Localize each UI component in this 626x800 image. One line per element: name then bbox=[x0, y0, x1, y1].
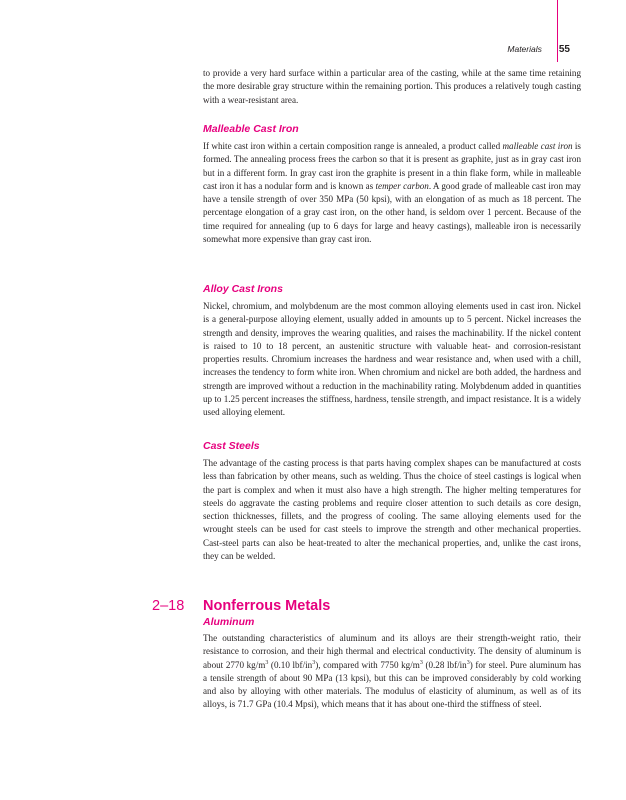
malleable-section bbox=[203, 123, 581, 246]
malleable-text-3: . A good grade of malleable cast iron may have a tensile strength of over 350 MPa (50 kpsi), with an elongation of as much as 18 percent. The percentage elongation of a gray cast iron, on the other hand, is seldom over 1 percent. Because of the time required for annealing (up to 6 days for large and heavy castings), malleable iron is necessarily somewhat more expensive than gray cast iron. bbox=[203, 180, 581, 245]
aluminum-heading: Aluminum bbox=[203, 616, 255, 628]
intro-paragraph-block bbox=[203, 67, 581, 107]
alloy-heading: Alloy Cast Irons bbox=[203, 283, 283, 295]
aluminum-sup-1: 3 bbox=[265, 659, 269, 666]
aluminum-text-1: The outstanding characteristics of aluminum and its alloys are their strength-weight ratio, their resistance to corrosion, and their high thermal and electrical conductivity. The density of aluminum is about 2770 kg/m bbox=[203, 633, 581, 670]
cast-steels-section bbox=[203, 440, 581, 563]
malleable-em-1: malleable cast iron bbox=[502, 141, 573, 151]
intro-paragraph: to provide a very hard surface within a particular area of the casting, while at the same time retaining the more desirable gray structure within the remaining portion. This produces a relatively tough casting with a wear-resistant area. bbox=[203, 68, 581, 105]
malleable-paragraph bbox=[203, 140, 581, 246]
alloy-section bbox=[203, 283, 581, 420]
aluminum-text-3: ), compared with 7750 kg/m bbox=[315, 659, 420, 670]
cast-steels-heading: Cast Steels bbox=[203, 440, 260, 452]
malleable-text-2: is formed. The annealing process frees the carbon so that it is present as graphite, just as in gray cast iron but in a different form. In gray cast iron the graphite is present in a thin flake form, while in malleable cast iron it has a nodular form and is known as bbox=[203, 141, 581, 191]
page-number: 55 bbox=[558, 44, 570, 55]
aluminum-section bbox=[203, 616, 581, 712]
running-header bbox=[507, 44, 570, 55]
chapter-label: Materials bbox=[507, 44, 542, 54]
section-number: 2–18 bbox=[152, 598, 185, 614]
malleable-heading: Malleable Cast Iron bbox=[203, 123, 299, 135]
malleable-text-1: If white cast iron within a certain composition range is annealed, a product called bbox=[203, 141, 503, 151]
malleable-em-2: temper carbon bbox=[375, 180, 429, 191]
aluminum-sup-4: 3 bbox=[466, 659, 470, 666]
section-title: Nonferrous Metals bbox=[203, 598, 331, 614]
aluminum-paragraph bbox=[203, 632, 581, 712]
aluminum-sup-3: 3 bbox=[419, 659, 423, 666]
aluminum-text-5: ) for steel. Pure aluminum has a tensile strength of about 90 MPa (13 kpsi), but this can be improved considerably by cold working and also by alloying with other materials. The modulus of elasticity of aluminum, as well as of its alloys, is 71.7 GPa (10.4 Mpsi), which means that it has about one-third the stiffness of steel. bbox=[203, 659, 582, 710]
alloy-paragraph: Nickel, chromium, and molybdenum are the most common alloying elements used in cast iron. Nickel is a general-purpose alloying element, usually added in amounts up to 5 percent. Nickel increases the strength and density, improves the wearing qualities, and raises the machinability. If the nickel content is raised to 10 to 18 percent, an austenitic structure with valuable heat- and corrosion-resistant properties results. Chromium increases the hardness and wear resistance and, when used with a chill, increases the tendency to form white iron. When chromium and nickel are both added, the hardness and strength are improved without a reduction in the machinability rating. Molybdenum added in quantities up to 1.25 percent increases the stiffness, hardness, tensile strength, and impact resistance. It is a widely used alloying element. bbox=[203, 301, 581, 418]
aluminum-text-4: (0.28 lbf/in bbox=[422, 659, 467, 670]
cast-steels-paragraph: The advantage of the casting process is that parts having complex shapes can be manufactured at costs less than fabrication by other means, such as welding. Thus the choice of steel castings is logical when the part is complex and when it must also have a high strength. The higher melting temperatures for steels do aggravate the casting problems and require closer attention to such details as core design, section thicknesses, fillets, and the progress of cooling. The same alloying elements used for the wrought steels can be used for cast steels to improve the strength and other mechanical properties. Cast-steel parts can also be heat-treated to alter the mechanical properties, and, unlike the cast irons, they can be welded. bbox=[203, 458, 581, 562]
aluminum-sup-2: 3 bbox=[312, 659, 316, 666]
aluminum-text-2: (0.10 lbf/in bbox=[268, 659, 313, 670]
